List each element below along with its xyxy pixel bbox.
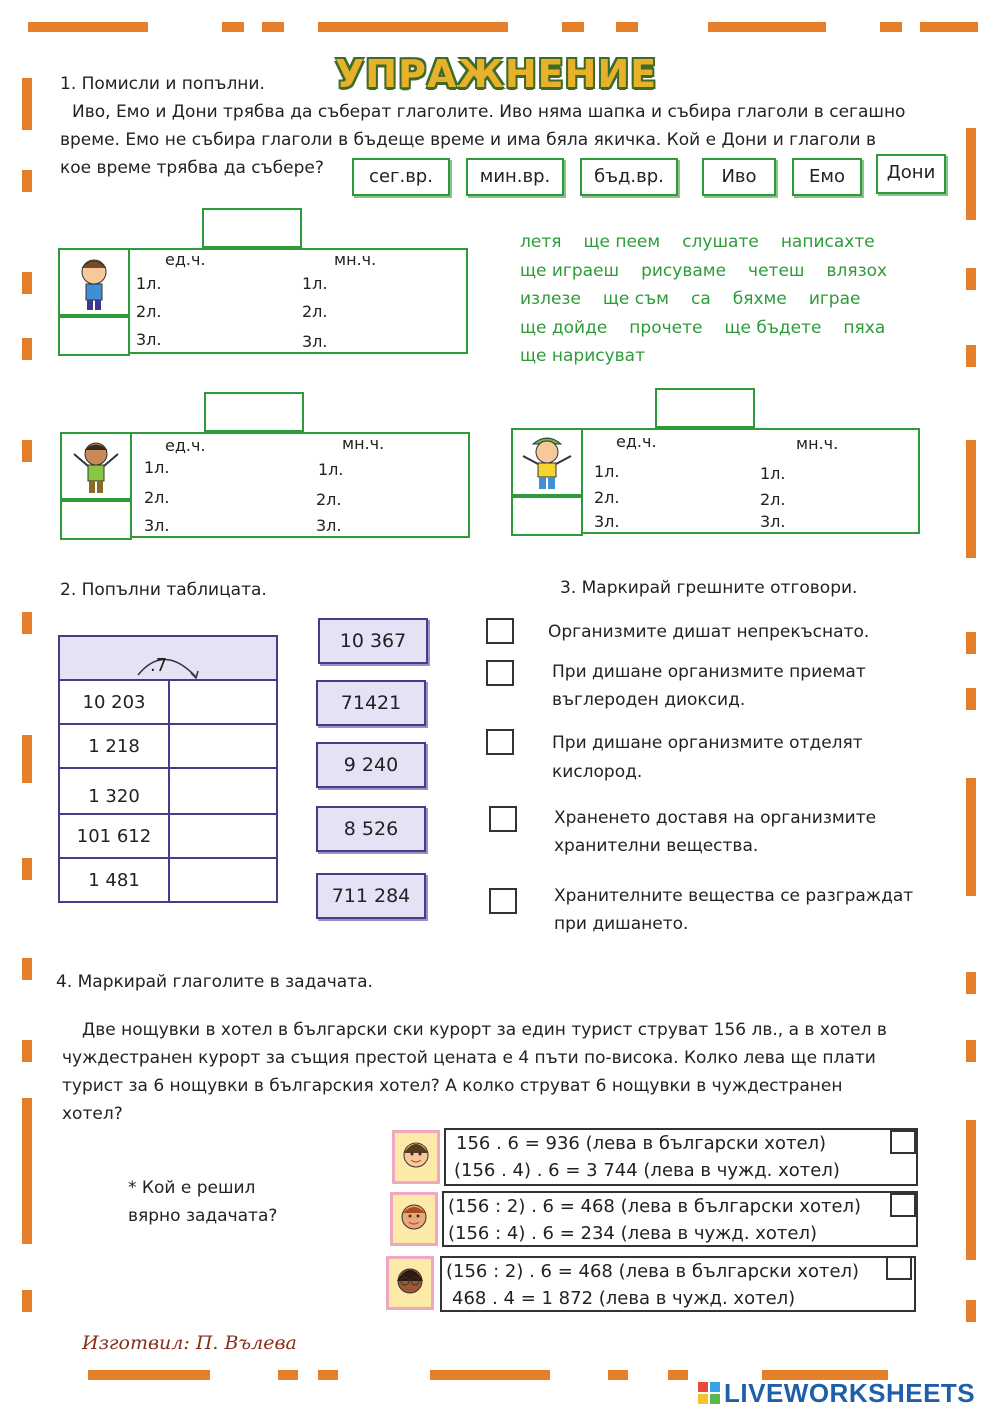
person-label: 2л. <box>594 488 620 507</box>
tense-input-3[interactable] <box>655 388 755 428</box>
verb-item[interactable]: слушате <box>682 232 759 252</box>
table-row-answer-input[interactable] <box>168 813 278 859</box>
table-row-value: 1 320 <box>58 767 170 815</box>
task4-text-line4[interactable]: хотел? <box>62 1104 123 1124</box>
table-row-value: 10 203 <box>58 679 170 725</box>
task2-heading: 2. Попълни таблицата. <box>60 580 267 600</box>
verb-item[interactable]: бяхме <box>732 289 787 309</box>
person-label: 2л. <box>316 490 342 509</box>
answer-tile[interactable]: 9 240 <box>316 742 426 788</box>
task1-text-line1: Иво, Емо и Дони трябва да съберат глаголите. Иво няма шапка и събира глаголи в сегашно <box>72 102 906 122</box>
table-header <box>58 635 278 681</box>
solution-line: (156 : 2) . 6 = 468 (лева в български хотел) <box>446 1261 860 1282</box>
table-row-answer-input[interactable] <box>168 857 278 903</box>
verb-item[interactable]: ще бъдете <box>724 317 822 338</box>
person-label: 1л. <box>594 462 620 481</box>
statement-line: кислород. <box>552 762 643 782</box>
table-row-value: 1 481 <box>58 857 170 903</box>
option-future-tense[interactable]: бъд.вр. <box>580 158 678 196</box>
solution-line: (156 . 4) . 6 = 3 744 (лева в чужд. хотел) <box>454 1160 840 1181</box>
question-line: вярно задачата? <box>128 1206 278 1226</box>
boy-emo-icon <box>60 432 132 500</box>
option-past-tense[interactable]: мин.вр. <box>466 158 564 196</box>
task1-heading: 1. Помисли и попълни. <box>60 74 265 94</box>
solution-line: (156 : 2) . 6 = 468 (лева в български хотел) <box>448 1196 862 1217</box>
verb-item[interactable]: ще нарисуват <box>520 346 645 366</box>
arrow-icon <box>130 647 210 681</box>
solution-line: 156 . 6 = 936 (лева в български хотел) <box>456 1133 827 1154</box>
name-input-1[interactable] <box>58 316 130 356</box>
statement-line: При дишане организмите отделят <box>552 733 863 753</box>
option-emo[interactable]: Емо <box>792 158 862 196</box>
solution-checkbox[interactable] <box>890 1130 916 1154</box>
tense-input-1[interactable] <box>202 208 302 248</box>
person-label: 2л. <box>136 302 162 321</box>
verb-item[interactable]: пяха <box>843 317 886 338</box>
table-row-value: 101 612 <box>58 813 170 859</box>
verb-item[interactable]: четеш <box>748 260 805 281</box>
answer-tile[interactable]: 711 284 <box>316 873 426 919</box>
person-label: 3л. <box>136 330 162 349</box>
solution-checkbox[interactable] <box>890 1193 916 1217</box>
verb-item[interactable]: написахте <box>780 232 875 252</box>
person-label: 1л. <box>144 458 170 477</box>
task4-text-line1[interactable]: Две нощувки в хотел в български ски курорт за един турист струват 156 лв., а в хотел в <box>82 1020 887 1040</box>
table-row-answer-input[interactable] <box>168 767 278 815</box>
person-label: 2л. <box>302 302 328 321</box>
verb-item[interactable]: излезе <box>520 289 581 309</box>
solution-box-1 <box>444 1128 918 1186</box>
verb-bank <box>520 228 950 371</box>
solution-checkbox[interactable] <box>886 1256 912 1280</box>
statement-line: При дишане организмите приемат <box>552 662 866 682</box>
question-line: * Кой е решил <box>128 1178 256 1198</box>
verb-item[interactable]: влязох <box>826 260 888 281</box>
author-credit: Изготвил: П. Вълева <box>82 1332 297 1354</box>
header-singular: ед.ч. <box>165 250 206 269</box>
header-singular: ед.ч. <box>165 436 206 455</box>
checkbox[interactable] <box>489 888 517 914</box>
solution-box-2 <box>442 1191 918 1247</box>
person-label: 3л. <box>760 512 786 531</box>
verb-item[interactable]: са <box>690 289 711 309</box>
table-row-answer-input[interactable] <box>168 723 278 769</box>
checkbox[interactable] <box>489 806 517 832</box>
option-ivo[interactable]: Иво <box>702 158 776 196</box>
solution-line: 468 . 4 = 1 872 (лева в чужд. хотел) <box>452 1288 796 1309</box>
solution-box-3 <box>440 1256 916 1312</box>
name-input-3[interactable] <box>511 496 583 536</box>
statement-line: Организмите дишат непрекъснато. <box>548 622 870 642</box>
statement-line: въглероден диоксид. <box>552 690 746 710</box>
header-singular: ед.ч. <box>616 432 657 451</box>
verb-item[interactable]: ще дойде <box>520 317 608 338</box>
person-label: 3л. <box>302 332 328 351</box>
verb-item[interactable]: рисуваме <box>641 260 727 281</box>
statement-line: при дишането. <box>554 914 689 934</box>
task3-heading: 3. Маркирай грешните отговори. <box>560 578 858 598</box>
checkbox[interactable] <box>486 660 514 686</box>
girl-glasses-avatar-icon <box>386 1256 434 1310</box>
statement-line: Храненето доставя на организмите <box>554 808 877 828</box>
answer-tile[interactable]: 8 526 <box>316 806 426 852</box>
verb-item[interactable]: ще пеем <box>583 232 661 252</box>
person-label: 2л. <box>144 488 170 507</box>
operator-label: .7 <box>150 655 168 676</box>
checkbox[interactable] <box>486 729 514 755</box>
verb-item[interactable]: ще играеш <box>520 260 620 281</box>
verb-item[interactable]: ще съм <box>602 289 669 309</box>
task4-text-line2[interactable]: чуждестранен курорт за същия престой цената е 4 пъти по-висока. Колко лева ще плати <box>62 1048 876 1068</box>
person-label: 3л. <box>316 516 342 535</box>
person-label: 1л. <box>318 460 344 479</box>
person-label: 1л. <box>302 274 328 293</box>
verb-item[interactable]: прочете <box>629 317 703 338</box>
person-label: 2л. <box>760 490 786 509</box>
task4-text-line3[interactable]: турист за 6 нощувки в българския хотел? А колко струват 6 нощувки в чуждестранен <box>62 1076 843 1096</box>
header-plural: мн.ч. <box>334 250 377 269</box>
table-row-value: 1 218 <box>58 723 170 769</box>
task4-heading: 4. Маркирай глаголите в задачата. <box>56 972 373 992</box>
name-input-2[interactable] <box>60 500 132 540</box>
answer-tile[interactable]: 10 367 <box>318 618 428 664</box>
statement-line: хранителни вещества. <box>554 836 759 856</box>
person-label: 3л. <box>594 512 620 531</box>
girl-avatar-icon <box>392 1130 440 1184</box>
table-row-answer-input[interactable] <box>168 679 278 725</box>
header-plural: мн.ч. <box>796 434 839 453</box>
person-label: 1л. <box>136 274 162 293</box>
checkbox[interactable] <box>486 618 514 644</box>
verb-item[interactable]: летя <box>520 232 562 252</box>
boy-doni-icon <box>511 428 583 496</box>
task1-text-line3: кое време трябва да събере? <box>60 158 324 178</box>
answer-tile[interactable]: 71421 <box>316 680 426 726</box>
boy-ivo-icon <box>58 248 130 316</box>
person-label: 3л. <box>144 516 170 535</box>
task1-text-line2: време. Емо не събира глаголи в бъдеще време и има бяла якичка. Кой е Дони и глаголи в <box>60 130 877 150</box>
page-title: УПРАЖНЕНИЕ <box>335 52 658 96</box>
option-doni[interactable]: Дони <box>876 154 946 194</box>
solution-line: (156 : 4) . 6 = 234 (лева в чужд. хотел) <box>448 1223 818 1244</box>
person-label: 1л. <box>760 464 786 483</box>
option-present-tense[interactable]: сег.вр. <box>352 158 450 196</box>
header-plural: мн.ч. <box>342 434 385 453</box>
verb-item[interactable]: играе <box>808 289 861 309</box>
brand-name[interactable]: LIVEWORKSHEETS <box>724 1378 976 1408</box>
boy-avatar-icon <box>390 1192 438 1246</box>
statement-line: Хранителните вещества се разграждат <box>554 886 914 906</box>
liveworksheets-logo-icon <box>698 1382 720 1404</box>
tense-input-2[interactable] <box>204 392 304 432</box>
